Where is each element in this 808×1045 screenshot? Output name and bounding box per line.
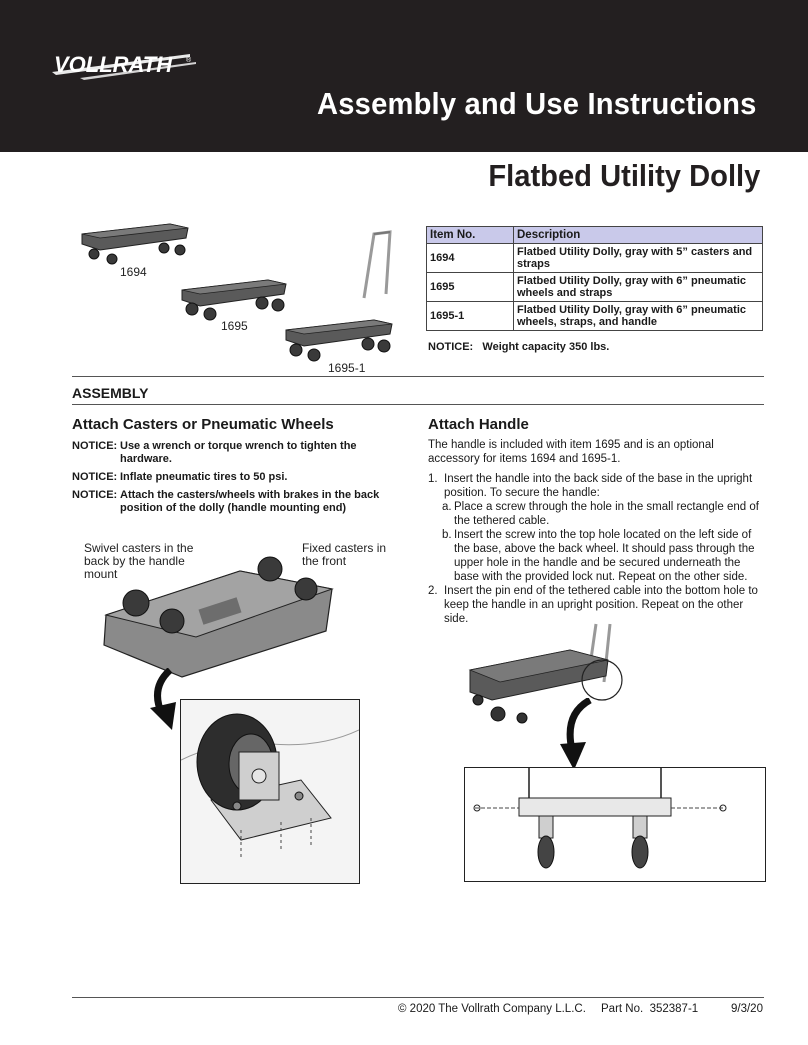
step-1: 1. Insert the handle into the back side of the base in the upright position. To secure the handle: xyxy=(428,473,753,499)
notice-item: NOTICE: Use a wrench or torque wrench to tighten the hardware. xyxy=(72,440,357,465)
table-cell-item: 1695 xyxy=(427,273,514,302)
caster-detail-inset xyxy=(180,699,360,884)
callout-fixed-casters: Fixed casters in the front xyxy=(302,541,387,568)
footer-copyright: © 2020 The Vollrath Company L.L.C. xyxy=(398,1003,586,1015)
section-rule-bottom xyxy=(72,404,764,405)
table-cell-item: 1694 xyxy=(427,244,514,273)
step-1a: a. Place a screw through the hole in the small rectangle end of the tethered cable. xyxy=(442,501,759,527)
step-2: 2. Insert the pin end of the tethered cable into the bottom hole to keep the handle in an upright position. Repeat on the other side. xyxy=(428,585,758,625)
section-heading-assembly: ASSEMBLY xyxy=(72,385,149,401)
table-cell-description: Flatbed Utility Dolly, gray with 6” pneumatic wheels and straps xyxy=(514,273,763,302)
document-title: Assembly and Use Instructions xyxy=(316,86,756,121)
model-label-1695: 1695 xyxy=(221,319,248,333)
weight-notice: NOTICE: Weight capacity 350 lbs. xyxy=(428,341,610,353)
footer-part-number: Part No. 352387-1 xyxy=(601,1003,699,1015)
notice-item: NOTICE: Inflate pneumatic tires to 50 psi. xyxy=(72,471,288,483)
handle-heading: Attach Handle xyxy=(428,416,529,433)
casters-heading: Attach Casters or Pneumatic Wheels xyxy=(72,416,334,433)
svg-text:®: ® xyxy=(186,57,192,64)
table-header-item: Item No. xyxy=(427,227,514,244)
footer-rule xyxy=(72,997,764,998)
table-row xyxy=(427,244,763,273)
handle-intro: The handle is included with item 1695 and is an optional accessory for items 1694 and 1695-1. xyxy=(428,439,714,465)
footer-date: 9/3/20 xyxy=(731,1003,763,1015)
caster-mount-diagram xyxy=(100,545,360,690)
notice-item: NOTICE: Attach the casters/wheels with brakes in the back position of the dolly (handle mounting end) xyxy=(72,489,380,514)
item-table xyxy=(426,226,763,331)
table-header-row xyxy=(427,227,763,244)
handle-steps xyxy=(428,472,764,626)
table-cell-item: 1695-1 xyxy=(427,302,514,331)
dolly-1695-1-illustration xyxy=(282,226,412,371)
callout-swivel-casters: Swivel casters in the back by the handle mount xyxy=(84,541,194,581)
brand-logo xyxy=(50,48,200,89)
section-rule-top xyxy=(72,376,764,377)
handle-detail-inset xyxy=(464,767,766,882)
casters-notice-list xyxy=(72,440,412,515)
table-row xyxy=(427,273,763,302)
table-row xyxy=(427,302,763,331)
table-cell-description: Flatbed Utility Dolly, gray with 5” casters and straps xyxy=(514,244,763,273)
svg-text:VOLLRATH: VOLLRATH xyxy=(54,52,173,77)
product-title: Flatbed Utility Dolly xyxy=(488,158,760,193)
arrow-down-icon xyxy=(556,698,600,777)
model-label-1694: 1694 xyxy=(120,265,147,279)
step-1b: b. Insert the screw into the top hole located on the left side of the base, above the back wheel. It should pass through the upper hole in the handle and be secured underneath the base with the provided lock nut. Repeat on the other side. xyxy=(442,529,755,583)
model-label-1695-1: 1695-1 xyxy=(328,361,366,375)
dolly-1694-illustration xyxy=(78,222,193,271)
table-header-description: Description xyxy=(514,227,763,244)
table-cell-description: Flatbed Utility Dolly, gray with 6” pneumatic wheels, straps, and handle xyxy=(514,302,763,331)
